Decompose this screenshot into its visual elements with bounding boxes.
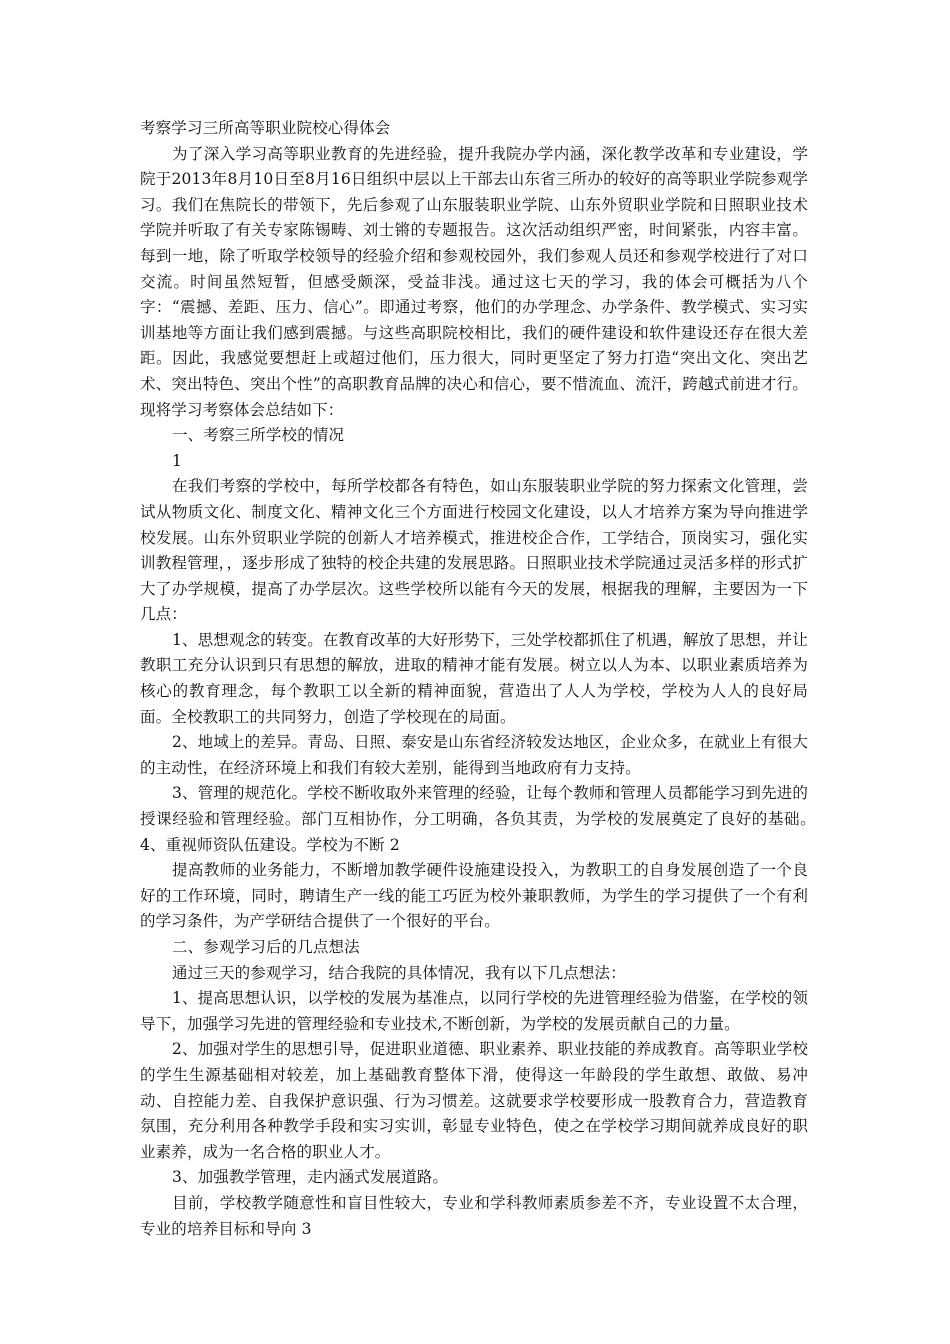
idea-2-paragraph: 2、加强对学生的思想引导，促进职业道德、职业素养、职业技能的养成教育。高等职业学校的学生生源基础相对较差，加上基础教育整体下滑，使得这一年龄段的学生敢想、敢做、易冲动、自控能力差、自我保护意识强、行为习惯差。这就要求学校要形成一股教育合力，营造教育氛围，充分利用各种教学手段和实习实训，彰显专业特色，使之在学校学习期间就养成良好的职业素养，成为一名合格的职业人才。	[140, 1040, 809, 1161]
idea-1-paragraph: 1、提高思想认识，以学校的发展为基准点，以同行学校的先进管理经验为借鉴，在学校的领导下，加强学习先进的管理经验和专业技术,不断创新，为学校的发展贡献自己的力量。	[140, 989, 809, 1033]
document-page	[140, 116, 824, 1242]
document-title: 考察学习三所高等职业院校心得体会	[140, 119, 391, 137]
section2-intro-paragraph: 通过三天的参观学习，结合我院的具体情况，我有以下几点想法：	[172, 963, 626, 982]
point-1-paragraph: 1、思想观念的转变。在教育改革的大好形势下，三处学校都抓住了机遇，解放了思想，并让教职工充分认识到只有思想的解放，进取的精神才能有发展。树立以人为本、以职业素质培养为核心的教育理念，每个教职工以全新的精神面貌，营造出了人人为学校，学校为人人的良好局面。全校教职工的共同努力，创造了学校现在的局面。	[140, 630, 809, 726]
page-number: 1	[172, 451, 183, 470]
idea-3-body-paragraph: 目前，学校教学随意性和盲目性较大，专业和学科教师素质参差不齐，专业设置不太合理，专业的培养目标和导向 3	[140, 1193, 808, 1238]
section1-paragraph: 在我们考察的学校中，每所学校都各有特色，如山东服装职业学院的努力探索文化管理，尝试从物质文化、制度文化、精神文化三个方面进行校园文化建设，以人才培养方案为导向推进学校发展。山东外贸职业学院的创新人才培养模式，推进校企合作，工学结合，顶岗实习，强化实训教程管理，，逐步形成了独特的校企共建的发展思路。日照职业技术学院通过灵活多样的形式扩大了办学规模，提高了办学层次。这些学校所以能有今天的发展，根据我的理解，主要因为一下几点：	[140, 477, 808, 624]
section-heading-1: 一、考察三所学校的情况	[172, 426, 345, 445]
idea-3-paragraph: 3、加强教学管理，走内涵式发展道路。	[172, 1168, 449, 1187]
point-3-paragraph: 3、管理的规范化。学校不断收取外来管理的经验，让每个教师和管理人员都能学习到先进的授课经验和管理经验。部门互相协作，分工明确，各负其责，为学校的发展奠定了良好的基础。 4、重视师资队伍建设。学校为不断 2	[140, 784, 824, 854]
intro-paragraph: 为了深入学习高等职业教育的先进经验，提升我院办学内涵，深化教学改革和专业建设，学院于2013年8月10日至8月16日组织中层以上干部去山东省三所办的较好的高等职业学院参观学习。我们在焦院长的带领下，先后参观了山东服装职业学院、山东外贸职业学院和日照职业技术学院并听取了有关专家陈锡畴、刘士锵的专题报告。这次活动组织严密，时间紧张，内容丰富。每到一地，除了听取学校领导的经验介绍和参观校园外，我们参观人员还和参观学校进行了对口交流。时间虽然短暂，但感受颇深，受益非浅。通过这七天的学习，我的体会可概括为八个字：“震撼、差距、压力、信心”。即通过考察，他们的办学理念、办学条件、教学模式、实习实训基地等方面让我们感到震撼。与这些高职院校相比，我们的硬件建设和软件建设还存在很大差距。因此，我感觉要想赶上或超过他们，压力很大，同时更坚定了努力打造“突出文化、突出艺术、突出特色、突出个性”的高职教育品牌的决心和信心，要不惜流血、流汗，跨越式前进才行。现将学习考察体会总结如下：	[140, 144, 808, 419]
point-4-paragraph: 提高教师的业务能力，不断增加教学硬件设施建设投入，为教职工的自身发展创造了一个良好的工作环境，同时，聘请生产一线的能工巧匠为校外兼职教师，为学生的学习提供了一个有利的学习条件，为产学研结合提供了一个很好的平台。	[140, 861, 808, 931]
section-heading-2: 二、参观学习后的几点想法	[172, 938, 360, 956]
point-2-paragraph: 2、地域上的差异。青岛、日照、泰安是山东省经济较发达地区，企业众多，在就业上有很大的主动性，在经济环境上和我们有较大差别，能得到当地政府有力支持。	[140, 733, 809, 777]
